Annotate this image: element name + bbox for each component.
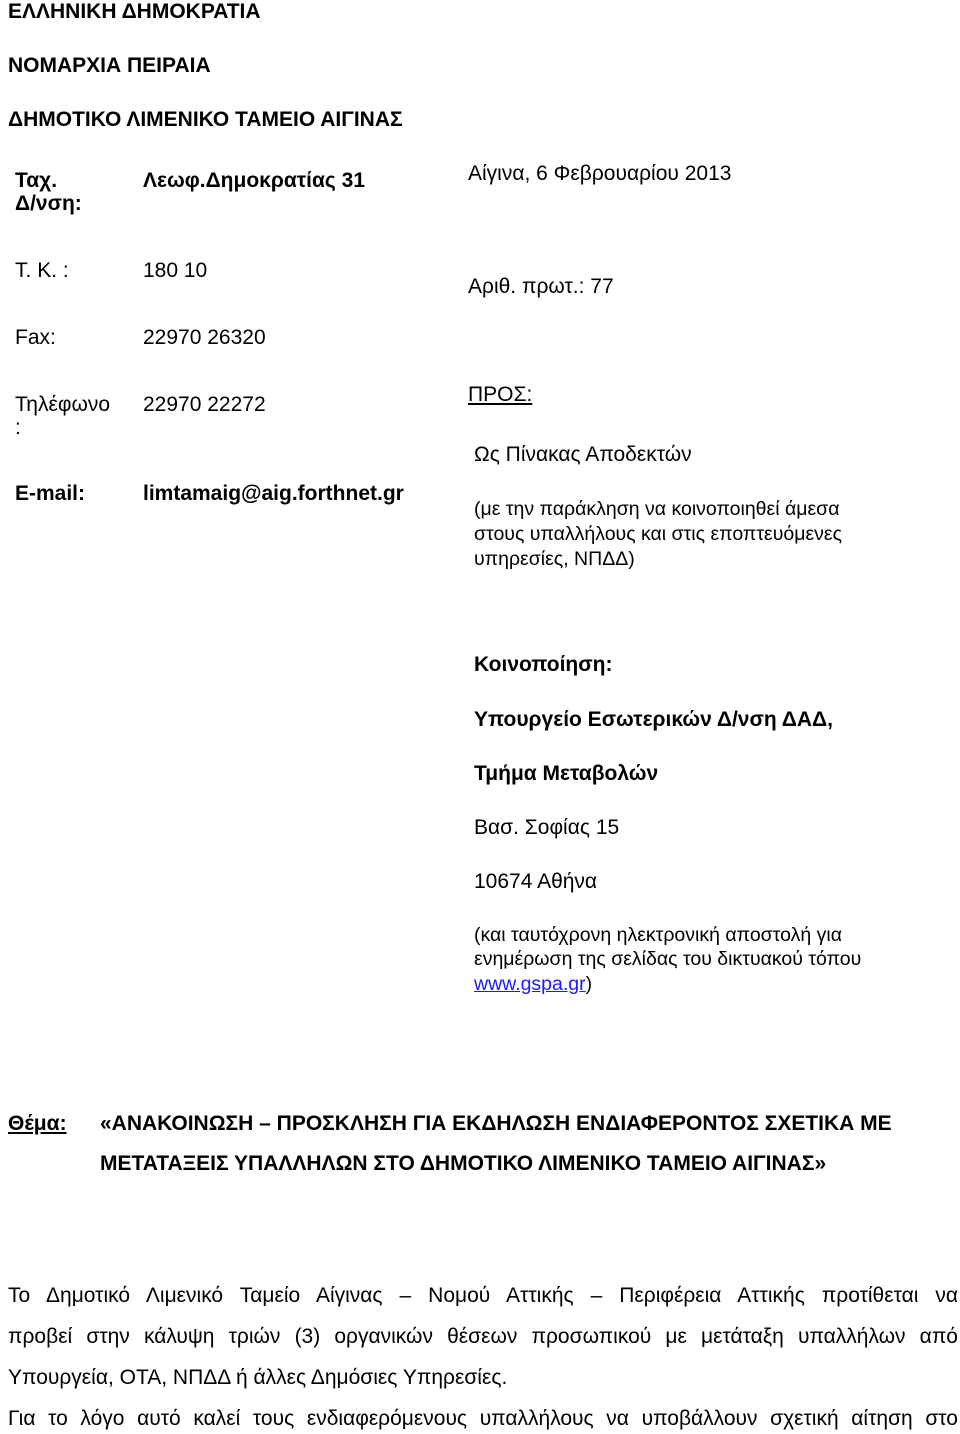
body-line: Υπουργεία, ΟΤΑ, ΝΠΔΔ ή άλλες Δημόσιες Υπηρεσίες.: [8, 1366, 508, 1389]
email-value: limtamaig@aig.forthnet.gr: [143, 482, 404, 505]
notification-note-close: ): [585, 973, 593, 995]
address-value: Λεωφ.Δημοκρατίας 31: [143, 169, 366, 192]
to-note-line: (με την παράκληση να κοινοποιηθεί άμεσα: [474, 498, 840, 520]
fax-label: Fax:: [15, 326, 56, 349]
subject-line: ΜΕΤΑΤΑΞΕΙΣ ΥΠΑΛΛΗΛΩΝ ΣΤΟ ΔΗΜΟΤΙΚΟ ΛΙΜΕΝΙΚΟ ΤΑΜΕΙΟ ΑΙΓΙΝΑΣ»: [100, 1152, 827, 1175]
gspa-website-link[interactable]: www.gspa.gr: [474, 973, 586, 995]
to-note-line: στους υπαλλήλους και στις εποπτευόμενες: [474, 523, 843, 545]
to-note-line: υπηρεσίες, ΝΠΔΔ): [474, 548, 635, 570]
subject-label: Θέμα:: [8, 1112, 67, 1135]
body-line: προβεί στην κάλυψη τριών (3) οργανικών θέσεων προσωπικού με μετάταξη υπαλλήλων από: [8, 1325, 958, 1348]
to-label: ΠΡΟΣ:: [468, 383, 533, 406]
subject-line: «ΑΝΑΚΟΙΝΩΣΗ – ΠΡΟΣΚΛΗΣΗ ΓΙΑ ΕΚΔΗΛΩΣΗ ΕΝΔΙΑΦΕΡΟΝΤΟΣ ΣΧΕΤΙΚΑ ΜΕ: [100, 1112, 892, 1135]
notification-note-line: (και ταυτόχρονη ηλεκτρονική αποστολή για: [474, 924, 842, 946]
notification-line: Βασ. Σοφίας 15: [474, 816, 620, 839]
email-label: E-mail:: [15, 482, 86, 505]
fax-value: 22970 26320: [143, 326, 266, 349]
notification-line: Τμήμα Μεταβολών: [474, 762, 659, 785]
notification-note-line: ενημέρωση της σελίδας του δικτυακού τόπου: [474, 948, 862, 970]
phone-label-line-1: Τηλέφωνο: [15, 393, 111, 416]
body-line: Το Δημοτικό Λιμενικό Ταμείο Αίγινας – Νομού Αττικής – Περιφέρεια Αττικής προτίθεται να: [8, 1284, 958, 1307]
header-prefecture: ΝΟΜΑΡΧΙΑ ΠΕΙΡΑΙΑ: [8, 54, 211, 77]
protocol-number: Αριθ. πρωτ.: 77: [468, 275, 614, 298]
to-value: Ως Πίνακας Αποδεκτών: [474, 443, 692, 466]
address-label-line-1: Ταχ.: [15, 169, 58, 192]
notification-line: 10674 Αθήνα: [474, 870, 598, 893]
place-date: Αίγινα, 6 Φεβρουαρίου 2013: [468, 162, 732, 185]
postcode-value: 180 10: [143, 259, 208, 282]
header-authority: ΔΗΜΟΤΙΚΟ ΛΙΜΕΝΙΚΟ ΤΑΜΕΙΟ ΑΙΓΙΝΑΣ: [8, 108, 403, 131]
header-country: ΕΛΛΗΝΙΚΗ ΔΗΜΟΚΡΑΤΙΑ: [8, 0, 261, 23]
postcode-label: Τ. Κ. :: [15, 259, 69, 282]
notification-note-line-link: [474, 972, 592, 996]
notification-line: Υπουργείο Εσωτερικών Δ/νση ΔΑΔ,: [474, 708, 833, 731]
phone-value: 22970 22272: [143, 393, 266, 416]
body-line: Για το λόγο αυτό καλεί τους ενδιαφερόμενους υπαλλήλους να υποβάλλουν σχετική αίτηση στο: [8, 1407, 958, 1430]
address-label-line-2: Δ/νση:: [15, 192, 82, 215]
notification-label: Κοινοποίηση:: [474, 653, 613, 676]
phone-label-line-2: :: [15, 416, 21, 439]
